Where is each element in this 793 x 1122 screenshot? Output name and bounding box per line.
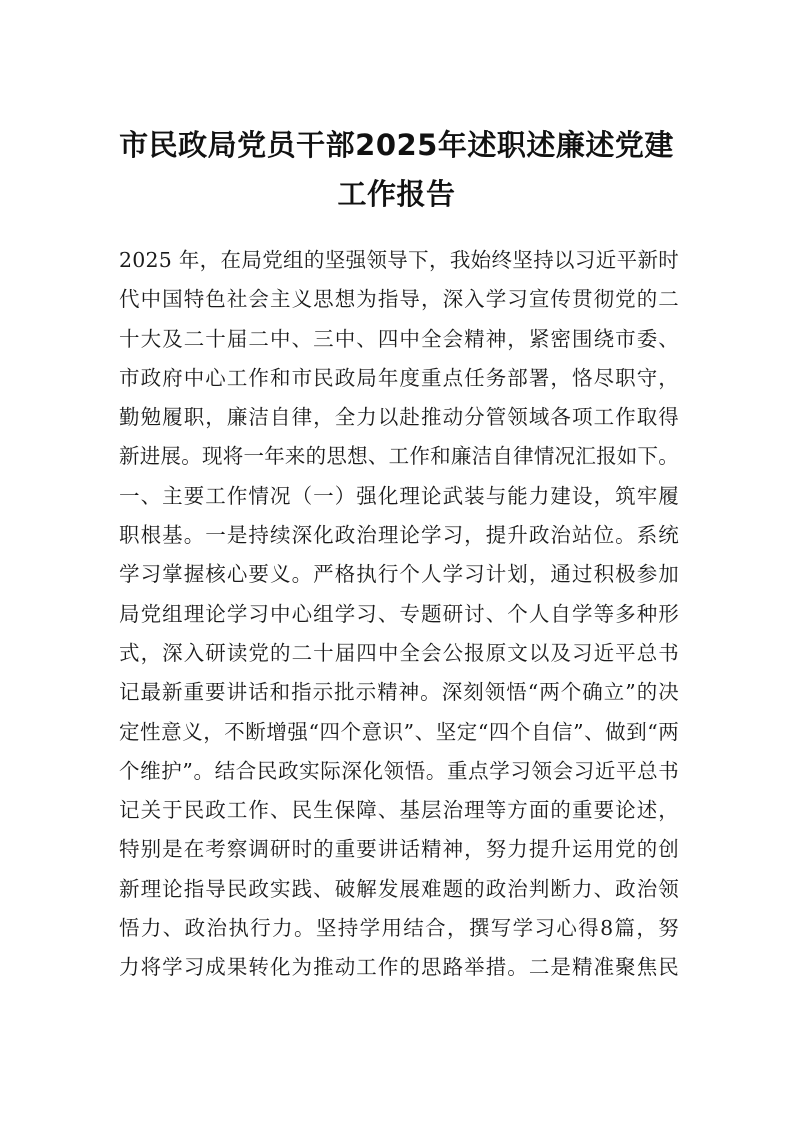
body-line: 特别是在考察调研时的重要讲话精神，努力提升运用党的创	[119, 837, 679, 862]
body-line: 局党组理论学习中心组学习、专题研讨、个人自学等多种形	[119, 601, 679, 626]
document-body	[119, 241, 679, 988]
body-line: 悟力、政治执行力。坚持学用结合，撰写学习心得8篇，努	[119, 916, 679, 941]
body-line: 新理论指导民政实践、破解发展难题的政治判断力、政治领	[119, 876, 679, 901]
body-line: 职根基。一是持续深化政治理论学习，提升政治站位。系统	[119, 523, 679, 548]
body-line: 一、主要工作情况（一）强化理论武装与能力建设，筑牢履	[119, 483, 679, 508]
document-title-line-1: 市民政局党员干部2025年述职述廉述党建	[119, 128, 674, 162]
document-title-line-2: 工作报告	[337, 177, 456, 211]
body-line: 代中国特色社会主义思想为指导，深入学习宣传贯彻党的二	[119, 287, 679, 312]
body-line: 记关于民政工作、民生保障、基层治理等方面的重要论述，	[119, 798, 679, 823]
body-line: 勤勉履职，廉洁自律，全力以赴推动分管领域各项工作取得	[119, 405, 679, 430]
body-line: 个维护”。结合民政实际深化领悟。重点学习领会习近平总书	[119, 758, 679, 783]
body-line: 式，深入研读党的二十届四中全会公报原文以及习近平总书	[119, 640, 679, 665]
body-line: 2025 年，在局党组的坚强领导下，我始终坚持以习近平新时	[119, 248, 679, 272]
body-line: 市政府中心工作和市民政局年度重点任务部署，恪尽职守，	[119, 365, 679, 390]
body-line: 记最新重要讲话和指示批示精神。深刻领悟“两个确立”的决	[119, 680, 679, 705]
body-line: 学习掌握核心要义。严格执行个人学习计划，通过积极参加	[119, 562, 679, 587]
body-line: 新进展。现将一年来的思想、工作和廉洁自律情况汇报如下。	[119, 444, 679, 469]
body-line: 定性意义，不断增强“四个意识”、坚定“四个自信”、做到“两	[119, 719, 679, 744]
body-line: 十大及二十届二中、三中、四中全会精神，紧密围绕市委、	[119, 326, 679, 351]
body-line: 力将学习成果转化为推动工作的思路举措。二是精准聚焦民	[119, 955, 679, 980]
